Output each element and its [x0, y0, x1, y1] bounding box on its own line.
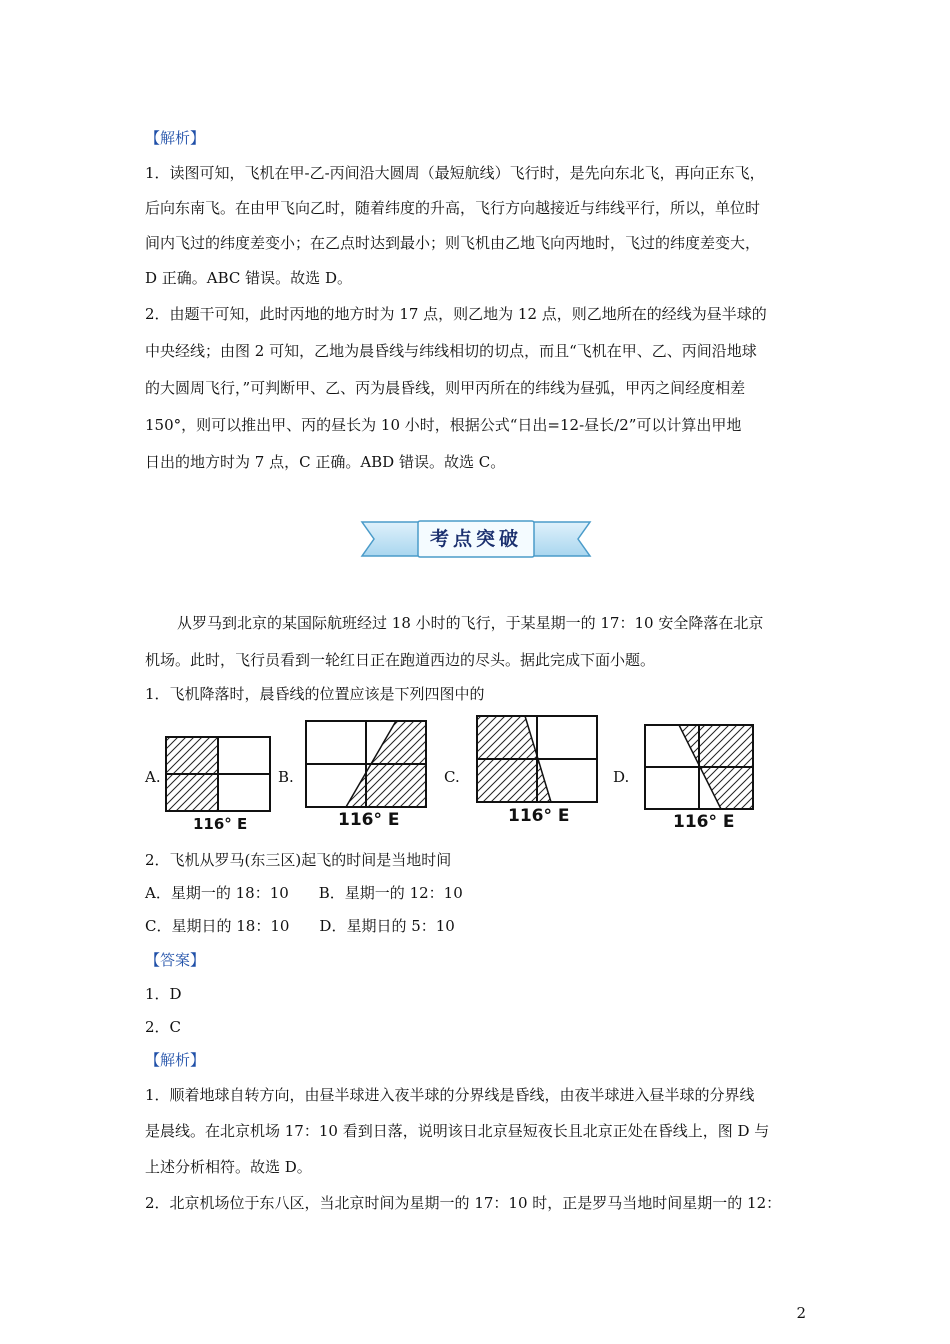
analysis-1-line-9: 日出的地方时为 7 点，C 正确。ABD 错误。故选 C。 [145, 453, 506, 471]
figure-a-caption: 116° E [193, 815, 248, 833]
question-1: 1．飞机降落时，晨昏线的位置应该是下列四图中的 [145, 685, 485, 703]
answer-heading: 【答案】 [145, 951, 206, 969]
banner-title: 考点突破 [429, 528, 522, 550]
analysis-1-line-1: 1．读图可知，飞机在甲-乙-丙间沿大圆周（最短航线）飞行时，是先向东北飞，再向正东飞， [145, 164, 765, 182]
question-2-options-row-1: A．星期一的 18：10 B．星期一的 12：10 [145, 884, 463, 902]
figure-d-caption: 116° E [673, 812, 735, 832]
figure-d [643, 723, 755, 813]
figure-c-caption: 116° E [508, 806, 570, 826]
analysis-1-line-7: 的大圆周飞行，”可判断甲、乙、丙为晨昏线，则甲丙所在的纬线为昼弧，甲丙之间经度相差 [145, 379, 746, 397]
section-banner [360, 516, 592, 562]
analysis-heading-1: 【解析】 [145, 129, 206, 147]
answer-2: 2．C [145, 1018, 182, 1036]
figure-a-label: A. [145, 768, 161, 786]
question-intro-line-2: 机场。此时，飞行员看到一轮红日正在跑道西边的尽头。据此完成下面小题。 [145, 651, 656, 669]
figure-c-label: C. [444, 768, 460, 786]
analysis-2-line-1: 1．顺着地球自转方向，由昼半球进入夜半球的分界线是昏线，由夜半球进入昼半球的分界线 [145, 1086, 755, 1104]
analysis-1-line-5: 2．由题干可知，此时丙地的地方时为 17 点，则乙地为 12 点，则乙地所在的经线为昼半球的 [145, 305, 767, 323]
analysis-1-line-2: 后向东南飞。在由甲飞向乙时，随着纬度的升高，飞行方向越接近与纬线平行，所以，单位时 [145, 199, 761, 217]
answer-1: 1．D [145, 985, 182, 1003]
analysis-2-line-2: 是晨线。在北京机场 17：10 看到日落，说明该日北京昼短夜长且北京正处在昏线上，图 D 与 [145, 1122, 770, 1140]
figure-b [304, 719, 428, 811]
analysis-1-line-3: 间内飞过的纬度差变小；在乙点时达到最小；则飞机由乙地飞向丙地时，飞过的纬度差变大， [145, 234, 761, 252]
analysis-1-line-4: D 正确。ABC 错误。故选 D。 [145, 269, 352, 287]
question-2-options-row-2: C．星期日的 18：10 D．星期日的 5：10 [145, 917, 455, 935]
question-intro-line-1: 从罗马到北京的某国际航班经过 18 小时的飞行，于某星期一的 17：10 安全降落在北京 [177, 614, 764, 632]
analysis-1-line-6: 中央经线；由图 2 可知，乙地为晨昏线与纬线相切的切点，而且“飞机在甲、乙、丙间沿地球 [145, 342, 757, 360]
figure-c [475, 714, 599, 806]
figure-b-label: B. [278, 768, 294, 786]
figure-d-label: D. [613, 768, 630, 786]
question-2: 2．飞机从罗马(东三区)起飞的时间是当地时间 [145, 851, 452, 869]
analysis-1-line-8: 150°，则可以推出甲、丙的昼长为 10 小时，根据公式“日出=12-昼长/2”可以计算出甲地 [145, 416, 742, 434]
figure-b-caption: 116° E [338, 810, 400, 830]
analysis-2-line-4: 2．北京机场位于东八区，当北京时间为星期一的 17：10 时，正是罗马当地时间星期一的 12： [145, 1194, 782, 1212]
analysis-2-line-3: 上述分析相符。故选 D。 [145, 1158, 312, 1176]
analysis-heading-2: 【解析】 [145, 1051, 206, 1069]
page-number: 2 [796, 1304, 806, 1322]
